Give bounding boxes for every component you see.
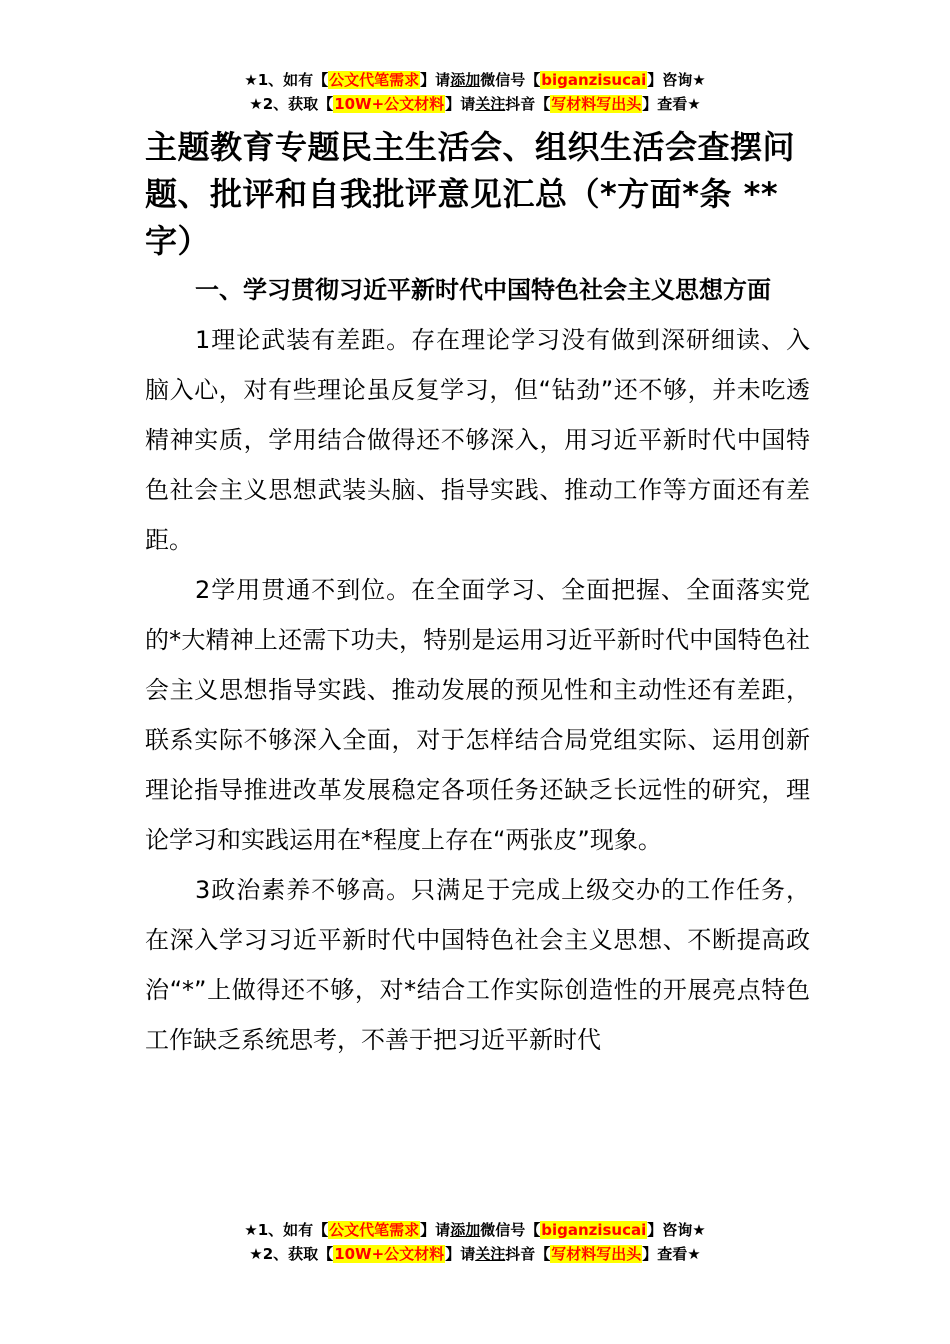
banner-text: 】请 [420,1221,451,1239]
banner-highlight: biganzisucai [541,71,647,89]
banner-line-2 [0,92,950,116]
paragraph-3: 3政治素养不够高。只满足于完成上级交办的工作任务，在深入学习习近平新时代中国特色社会主义思想、不断提高政治“*”上做得还不够，对*结合工作实际创造性的开展亮点特色工作缺乏系统思考，不善于把习近平新时代 [145,876,810,1054]
banner-text: 】查看★ [642,95,701,113]
banner-highlight: 公文代笔需求 [329,1221,420,1239]
banner-text: 】请 [420,71,451,89]
banner-highlight: 写材料写出头 [551,1245,642,1263]
banner-highlight: 10W+公文材料 [334,1245,445,1263]
banner-highlight: 写材料写出头 [551,95,642,113]
footer-banner [0,1218,950,1266]
banner-text: 微信号【 [480,71,541,89]
banner-highlight: 公文代笔需求 [329,71,420,89]
banner-line-1 [0,68,950,92]
banner-underlined-text: 关注 [475,95,506,113]
banner-line-1 [0,1218,950,1242]
banner-highlight: 10W+公文材料 [334,95,445,113]
banner-text: 】咨询★ [647,1221,706,1239]
banner-underlined-text: 添加 [450,1221,481,1239]
banner-text: ★1、如有【 [244,1221,329,1239]
banner-text: 】查看★ [642,1245,701,1263]
banner-text: 】咨询★ [647,71,706,89]
document-title: 主题教育专题民主生活会、组织生活会查摆问题、批评和自我批评意见汇总（*方面*条 **字） [145,128,796,260]
banner-text: 抖音【 [505,95,551,113]
banner-text: 】请 [445,1245,476,1263]
paragraph-2: 2学用贯通不到位。在全面学习、全面把握、全面落实党的*大精神上还需下功夫，特别是运用习近平新时代中国特色社会主义思想指导实践、推动发展的预见性和主动性还有差距，联系实际不够深入全面，对于怎样结合局党组实际、运用创新理论指导推进改革发展稳定各项任务还缺乏长远性的研究，理论学习和实践运用在*程度上存在“两张皮”现象。 [145,576,810,854]
banner-text: ★2、获取【 [249,95,334,113]
banner-underlined-text: 添加 [450,71,481,89]
paragraph-1: 1理论武装有差距。存在理论学习没有做到深研细读、入脑入心，对有些理论虽反复学习，但“钻劲”还不够，并未吃透精神实质，学用结合做得还不够深入，用习近平新时代中国特色社会主义思想武装头脑、指导实践、推动工作等方面还有差距。 [145,326,810,554]
banner-text: ★2、获取【 [249,1245,334,1263]
banner-text: 】请 [445,95,476,113]
header-banner [0,68,950,116]
banner-text: 抖音【 [505,1245,551,1263]
banner-text: 微信号【 [480,1221,541,1239]
banner-underlined-text: 关注 [475,1245,506,1263]
document-body [145,124,810,1065]
banner-text: ★1、如有【 [244,71,329,89]
banner-highlight: biganzisucai [541,1221,647,1239]
banner-line-2 [0,1242,950,1266]
section-heading: 一、学习贯彻习近平新时代中国特色社会主义思想方面 [195,276,771,304]
